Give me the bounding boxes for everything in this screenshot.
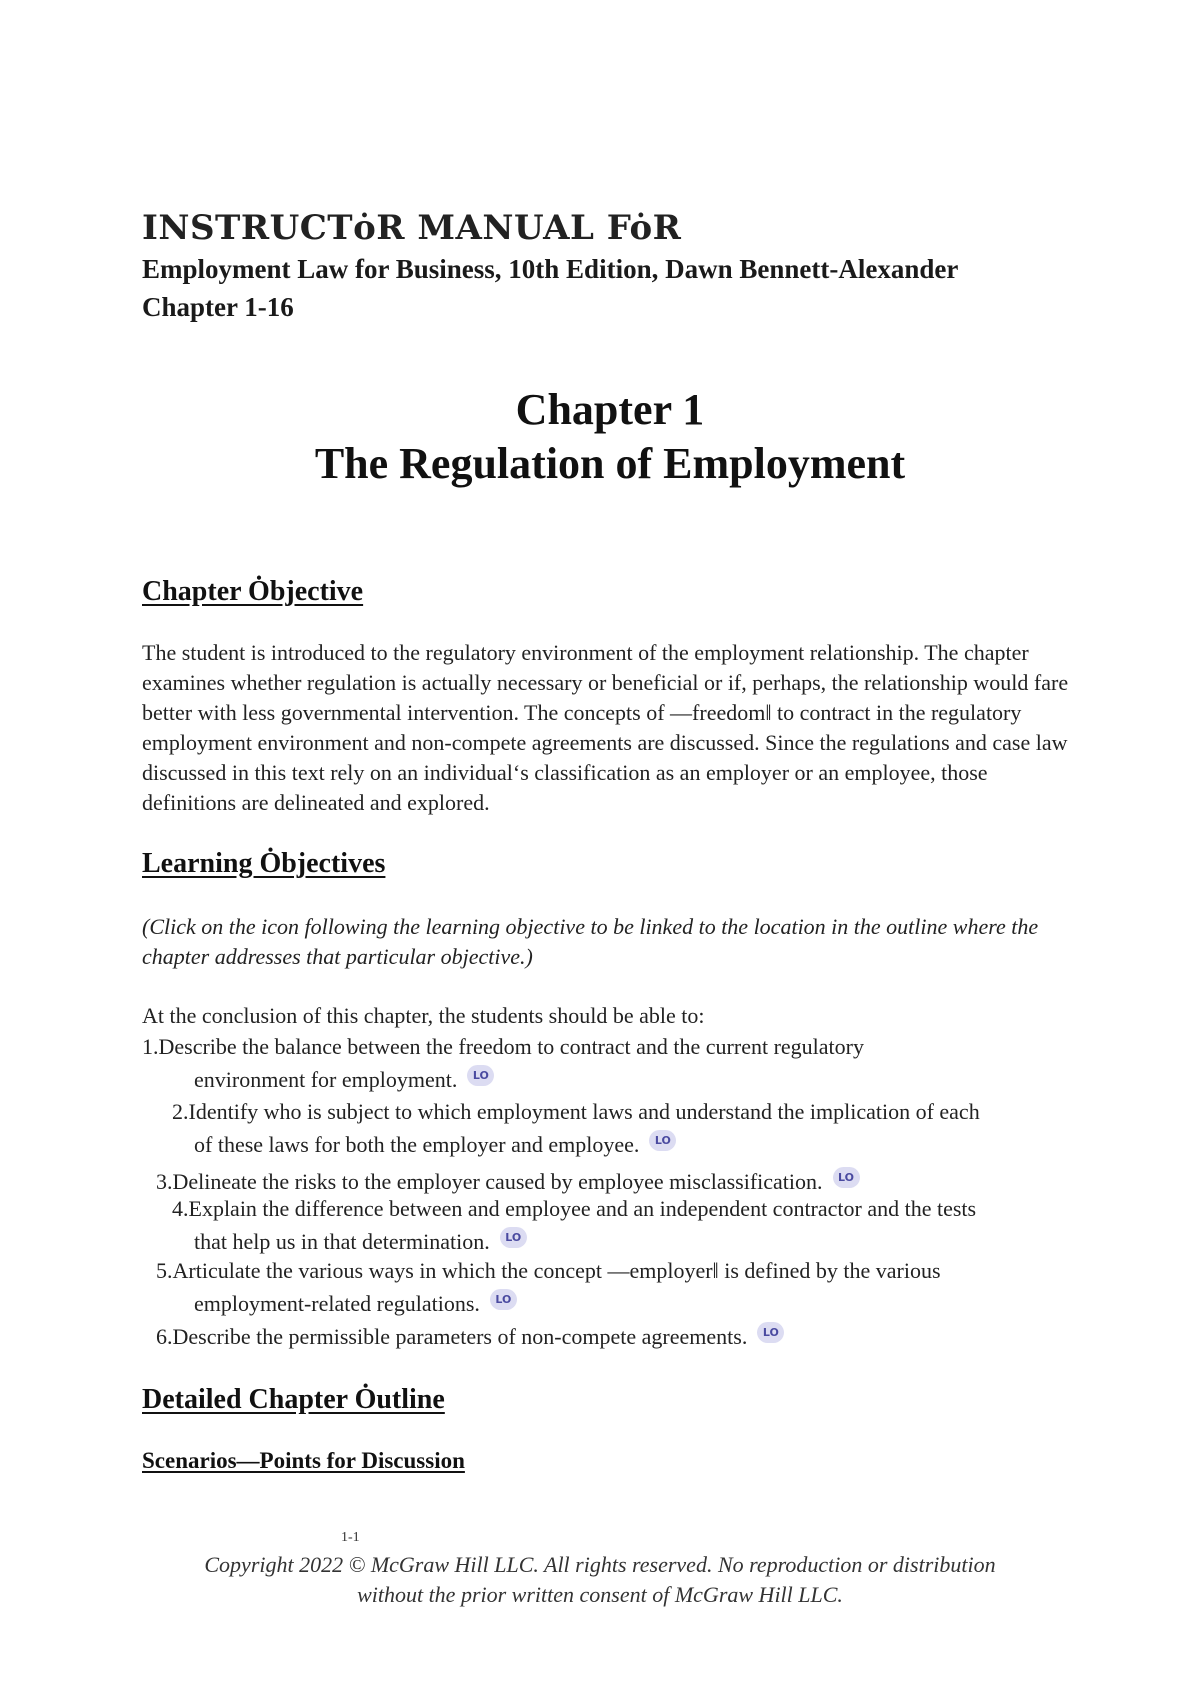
detailed-outline-heading: Detailed Chapter Ȯutline [142, 1384, 445, 1415]
chapters-range-line: Chapter 1-16 [142, 292, 294, 322]
objective-4-line1: 4.Explain the difference between and employee and an independent contractor and the tests [172, 1196, 977, 1221]
click-instruction-note: (Click on the icon following the learning objective to be linked to the location in the outline where the chapter addresses that particular objective.) [142, 914, 1039, 969]
lo-link-icon[interactable]: LO [757, 1322, 784, 1343]
chapter-number: Chapter 1 [515, 385, 705, 434]
lo-link-icon[interactable]: LO [490, 1289, 517, 1310]
copyright-line-1: Copyright 2022 © McGraw Hill LLC. All rights reserved. No reproduction or distribution [204, 1552, 996, 1577]
learning-objective-1 [142, 1030, 864, 1096]
book-title-line: Employment Law for Business, 10th Edition, Dawn Bennett-Alexander [142, 254, 959, 284]
lo-link-icon[interactable]: LO [649, 1130, 676, 1151]
objective-2-line1: 2.Identify who is subject to which employment laws and understand the implication of each [172, 1099, 980, 1124]
learning-objective-6 [156, 1320, 784, 1353]
objective-3-line1: 3.Delineate the risks to the employer caused by employee misclassification. [156, 1169, 823, 1194]
lo-link-icon[interactable]: LO [467, 1065, 494, 1086]
objective-2-line2: of these laws for both the employer and employee. [194, 1132, 640, 1157]
chapter-objective-text: The student is introduced to the regulatory environment of the employment relationship. The chapter examines whether regulation is actually necessary or beneficial or if, perhaps, the relationship would fare better with less governmental intervention. The concepts of ―freedom‖ to contract in the regulatory employment environment and non-compete agreements are discussed. Since the regulations and case law discussed in this text rely on an individual‘s classification as an employer or an employee, those definitions are delineated and explored. [142, 640, 1069, 815]
chapter-objective-heading: Chapter Ȯbjective [142, 576, 364, 607]
lo-link-icon[interactable]: LO [833, 1167, 860, 1188]
objective-4-line2: that help us in that determination. [194, 1229, 490, 1254]
objective-6-line1: 6.Describe the permissible parameters of non-compete agreements. [156, 1324, 748, 1349]
scenarios-subheading: Scenarios—Points for Discussion [142, 1448, 465, 1473]
manual-title: INSTRUCTȯR MANUAL FȯR [142, 208, 682, 248]
objective-5-line1: 5.Articulate the various ways in which the concept ―employer‖ is defined by the various [156, 1258, 941, 1283]
learning-objectives-heading: Learning Ȯbjectives [142, 848, 386, 879]
lo-link-icon[interactable]: LO [500, 1227, 527, 1248]
objective-1-line2: environment for employment. [194, 1067, 458, 1092]
chapter-title: The Regulation of Employment [314, 439, 906, 488]
objectives-intro: At the conclusion of this chapter, the students should be able to: [142, 1003, 705, 1028]
learning-objective-5 [156, 1254, 941, 1320]
copyright-notice [0, 1550, 1200, 1610]
objective-5-line2: employment-related regulations. [194, 1291, 480, 1316]
page-number: 1-1 [341, 1530, 360, 1545]
objective-1-line1: 1.Describe the balance between the freedom to contract and the current regulatory [142, 1034, 864, 1059]
copyright-line-2: without the prior written consent of McGraw Hill LLC. [357, 1582, 843, 1607]
learning-objective-2 [172, 1095, 980, 1161]
learning-objective-4 [172, 1192, 976, 1258]
